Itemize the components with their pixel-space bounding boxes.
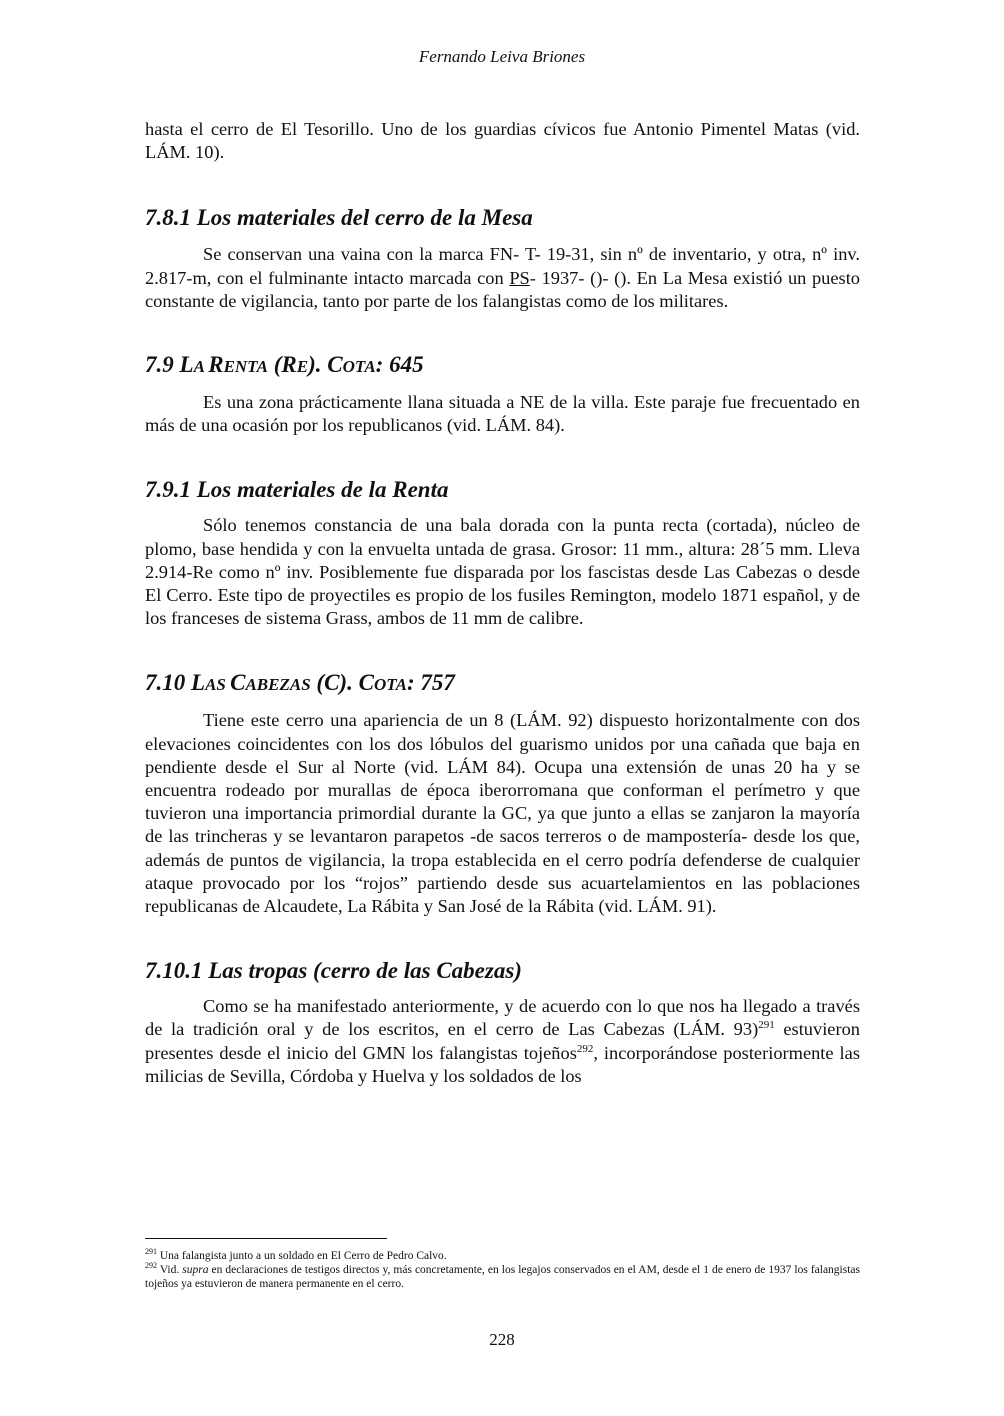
page-number: 228 [489,1330,515,1349]
footnote-separator [145,1238,387,1239]
heading-7-9: 7.9 LA RENTA (RE). COTA: 645 [145,352,424,378]
heading-7-10: 7.10 LAS CABEZAS (C). COTA: 757 [145,670,455,696]
running-header: Fernando Leiva Briones [418,47,586,66]
paragraph-7-9-1: Sólo tenemos constancia de una bala dorada con la punta recta (cortada), núcleo de plomo, base hendida y con la envuelta untada de grasa. Grosor: 11 mm., altura: 28´5 mm. Lleva 2.914-Re como nº inv. Posiblemente fue disparada por los fascistas desde Las Cabezas o desde El Cerro. Este tipo de proyectiles es propio de los fusiles Remington, modelo 1871 español, y de los franceses de sistema Grass, ambos de 11 mm de calibre. [145,515,860,629]
footnote-ref-291[interactable]: 291 [758,1019,775,1032]
paragraph-7-8-1: Se conservan una vaina con la marca FN- T- 19-31, sin nº de inventario, y otra, nº inv. 2.817-m, con el fulminante intacto marcada con PS- 1937- ()- (). En La Mesa existió un puesto constante de vigilancia, tanto por parte de los falangistas como de los militares. [145,244,860,311]
heading-7-9-1: 7.9.1 Los materiales de la Renta [145,477,449,503]
footnotes [145,1249,860,1291]
footnote-ref-292[interactable]: 292 [576,1042,594,1055]
marking-ps: PS [509,267,530,288]
heading-7-8-1: 7.8.1 Los materiales del cerro de la Mesa [145,205,533,231]
heading-7-10-1: 7.10.1 Las tropas (cerro de las Cabezas) [145,958,522,984]
page-body [145,118,860,1088]
footnote-291: $^{291}$ Una falangista junto a un soldado en El Cerro de Pedro Calvo. [145,1247,447,1262]
intro-paragraph: hasta el cerro de El Tesorillo. Uno de los guardias cívicos fue Antonio Pimentel Matas (vid. LÁM. 10). [145,119,860,163]
footnote-292: $^{292}$ Vid. supra en declaraciones de testigos directos y, más concretamente, en los legajos conservados en el AM, desde el 1 de enero de 1937 los falangistas tojeños ya estuvieron de manera permanente en el cerro. [145,1261,860,1290]
paragraph-7-10-1: Como se ha manifestado anteriormente, y de acuerdo con lo que nos ha llegado a través de la tradición oral y de los escritos, en el cerro de Las Cabezas (LÁM. 93)$^{291}$ estuvieron presentes desde el inicio del GMN los falangistas tojeños$^{292}$, incorporándose posteriormente las milicias de Sevilla, Córdoba y Huelva y los soldados de los [145,996,860,1086]
paragraph-7-9: Es una zona prácticamente llana situada a NE de la villa. Este paraje fue frecuentado en más de una ocasión por los republicanos (vid. LÁM. 84). [145,392,860,436]
paragraph-7-10: Tiene este cerro una apariencia de un 8 (LÁM. 92) dispuesto horizontalmente con dos elevaciones coincidentes con los dos lóbulos del guarismo unidos por una cañada que baja en pendiente desde el Sur al Norte (vid. LÁM 84). Ocupa una extensión de unas 20 ha y se encuentra rodeado por murallas de época iberorromana que conforman el perímetro y que tuvieron una importancia primordial durante la GC, ya que junto a ellas se zanjaron la mayoría de las trincheras y se levantaron parapetos -de sacos terreros o de mampostería- desde los que, además de puntos de vigilancia, la tropa establecida en el cerro podría defenderse de cualquier ataque provocado por los “rojos” partiendo desde sus acuartelamientos en las poblaciones republicanas de Alcaudete, La Rábita y San José de la Rábita (vid. LÁM. 91). [145,710,860,917]
